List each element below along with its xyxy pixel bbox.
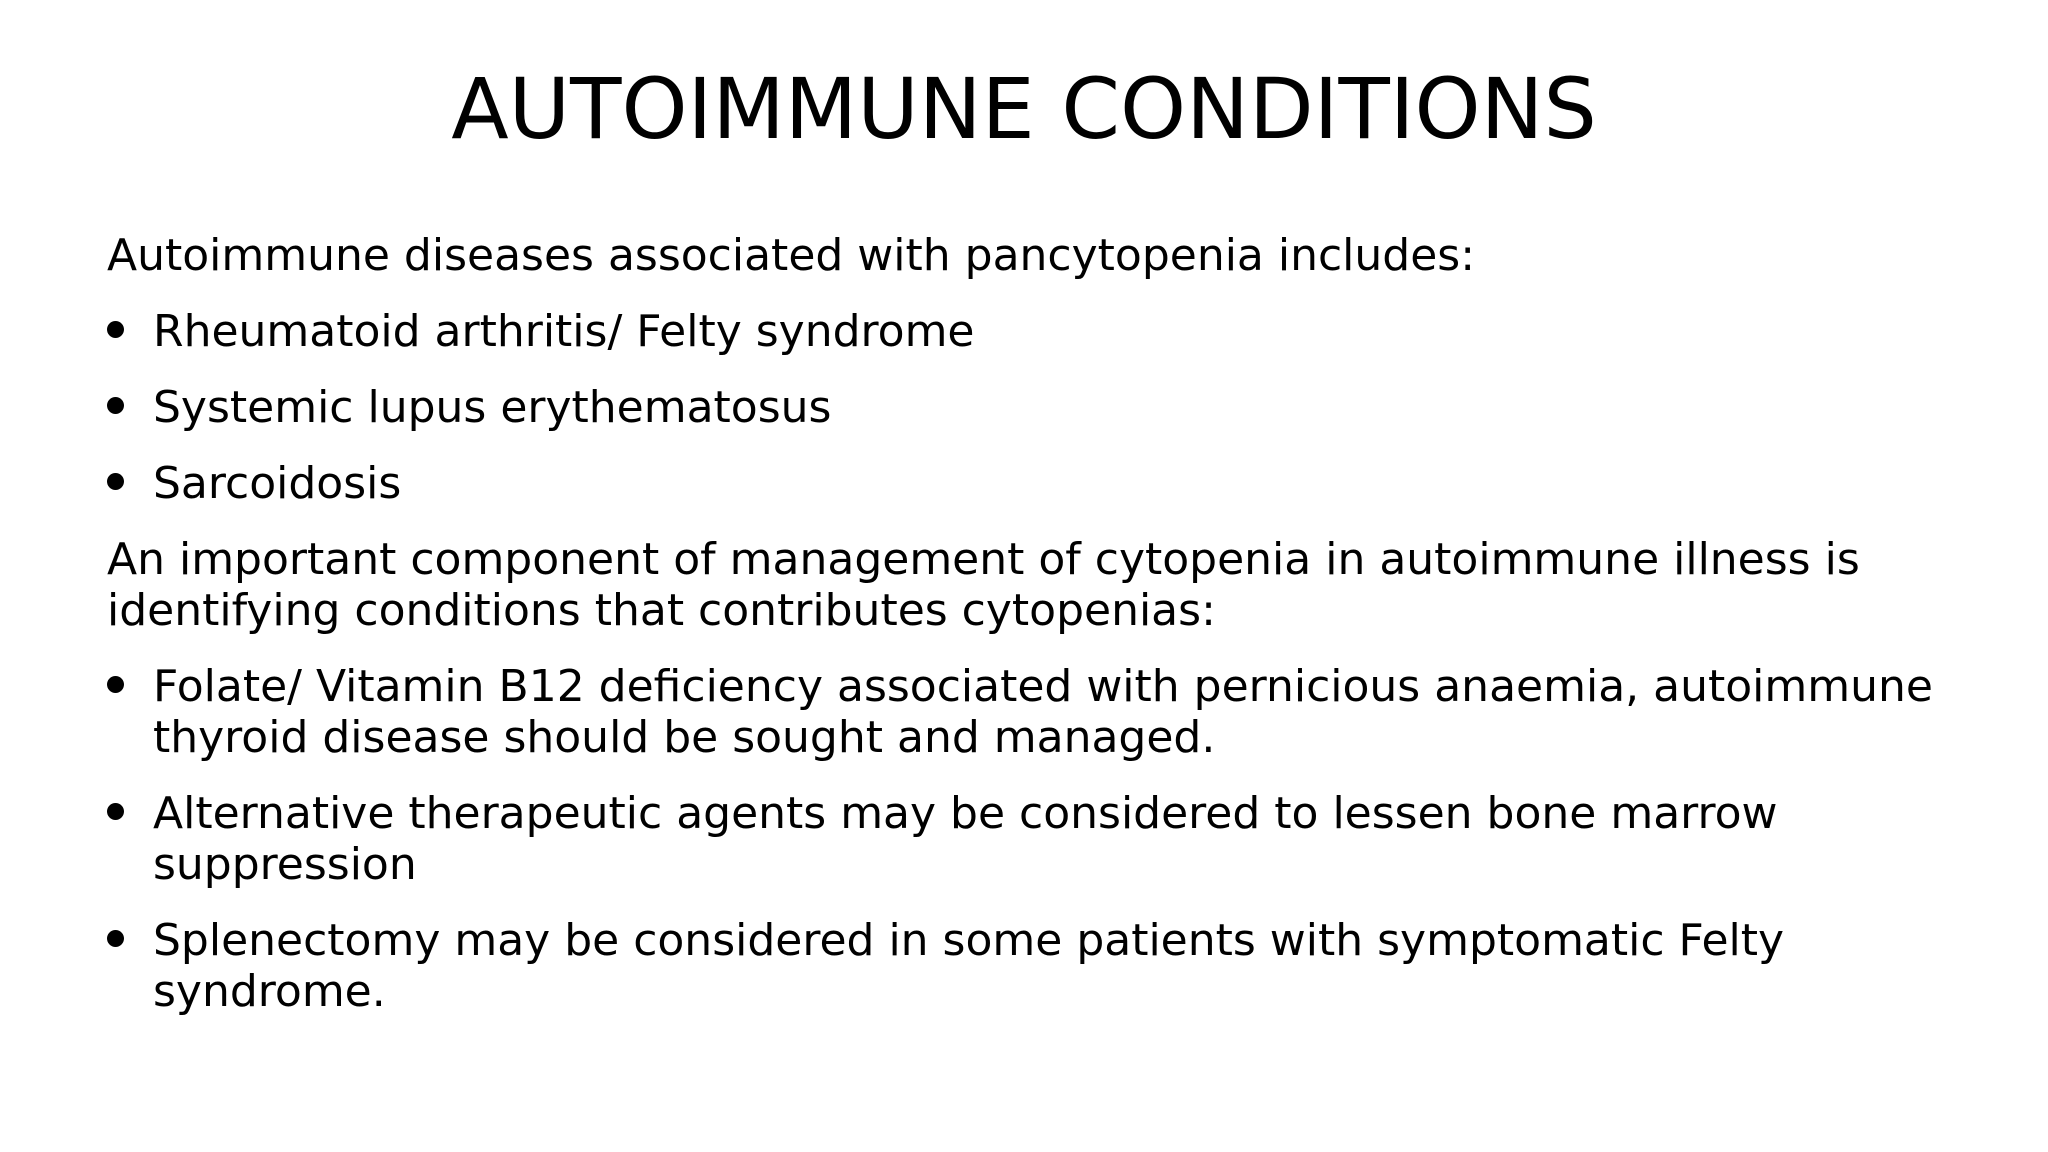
bullet-icon: [107, 803, 124, 820]
condition-item: [107, 306, 1967, 357]
management-paragraph: An important component of management of cytopenia in autoimmune illness is identifying conditions that contributes cytopenias:: [107, 534, 1860, 636]
bullet-icon: [107, 676, 124, 693]
bullet-icon: [107, 321, 124, 338]
condition-text: Sarcoidosis: [153, 458, 402, 509]
bullet-icon: [107, 930, 124, 947]
slide-title: AUTOIMMUNE CONDITIONS: [451, 60, 1597, 158]
management-item: [107, 788, 1967, 890]
management-text: Alternative therapeutic agents may be considered to lessen bone marrow suppression: [153, 788, 1778, 890]
condition-text: Systemic lupus erythematosus: [153, 382, 832, 433]
intro-paragraph: Autoimmune diseases associated with pancytopenia includes:: [107, 230, 1476, 281]
management-item: [107, 661, 1967, 763]
management-text: Folate/ Vitamin B12 deficiency associated with pernicious anaemia, autoimmune thyroid disease should be sought and managed.: [153, 661, 1933, 763]
condition-text: Rheumatoid arthritis/ Felty syndrome: [153, 306, 975, 357]
condition-item: [107, 458, 1967, 509]
management-text: Splenectomy may be considered in some patients with symptomatic Felty syndrome.: [153, 915, 1785, 1017]
condition-item: [107, 382, 1967, 433]
slide-body: [107, 230, 1967, 1042]
bullet-icon: [107, 473, 124, 490]
management-item: [107, 915, 1967, 1017]
bullet-icon: [107, 397, 124, 414]
